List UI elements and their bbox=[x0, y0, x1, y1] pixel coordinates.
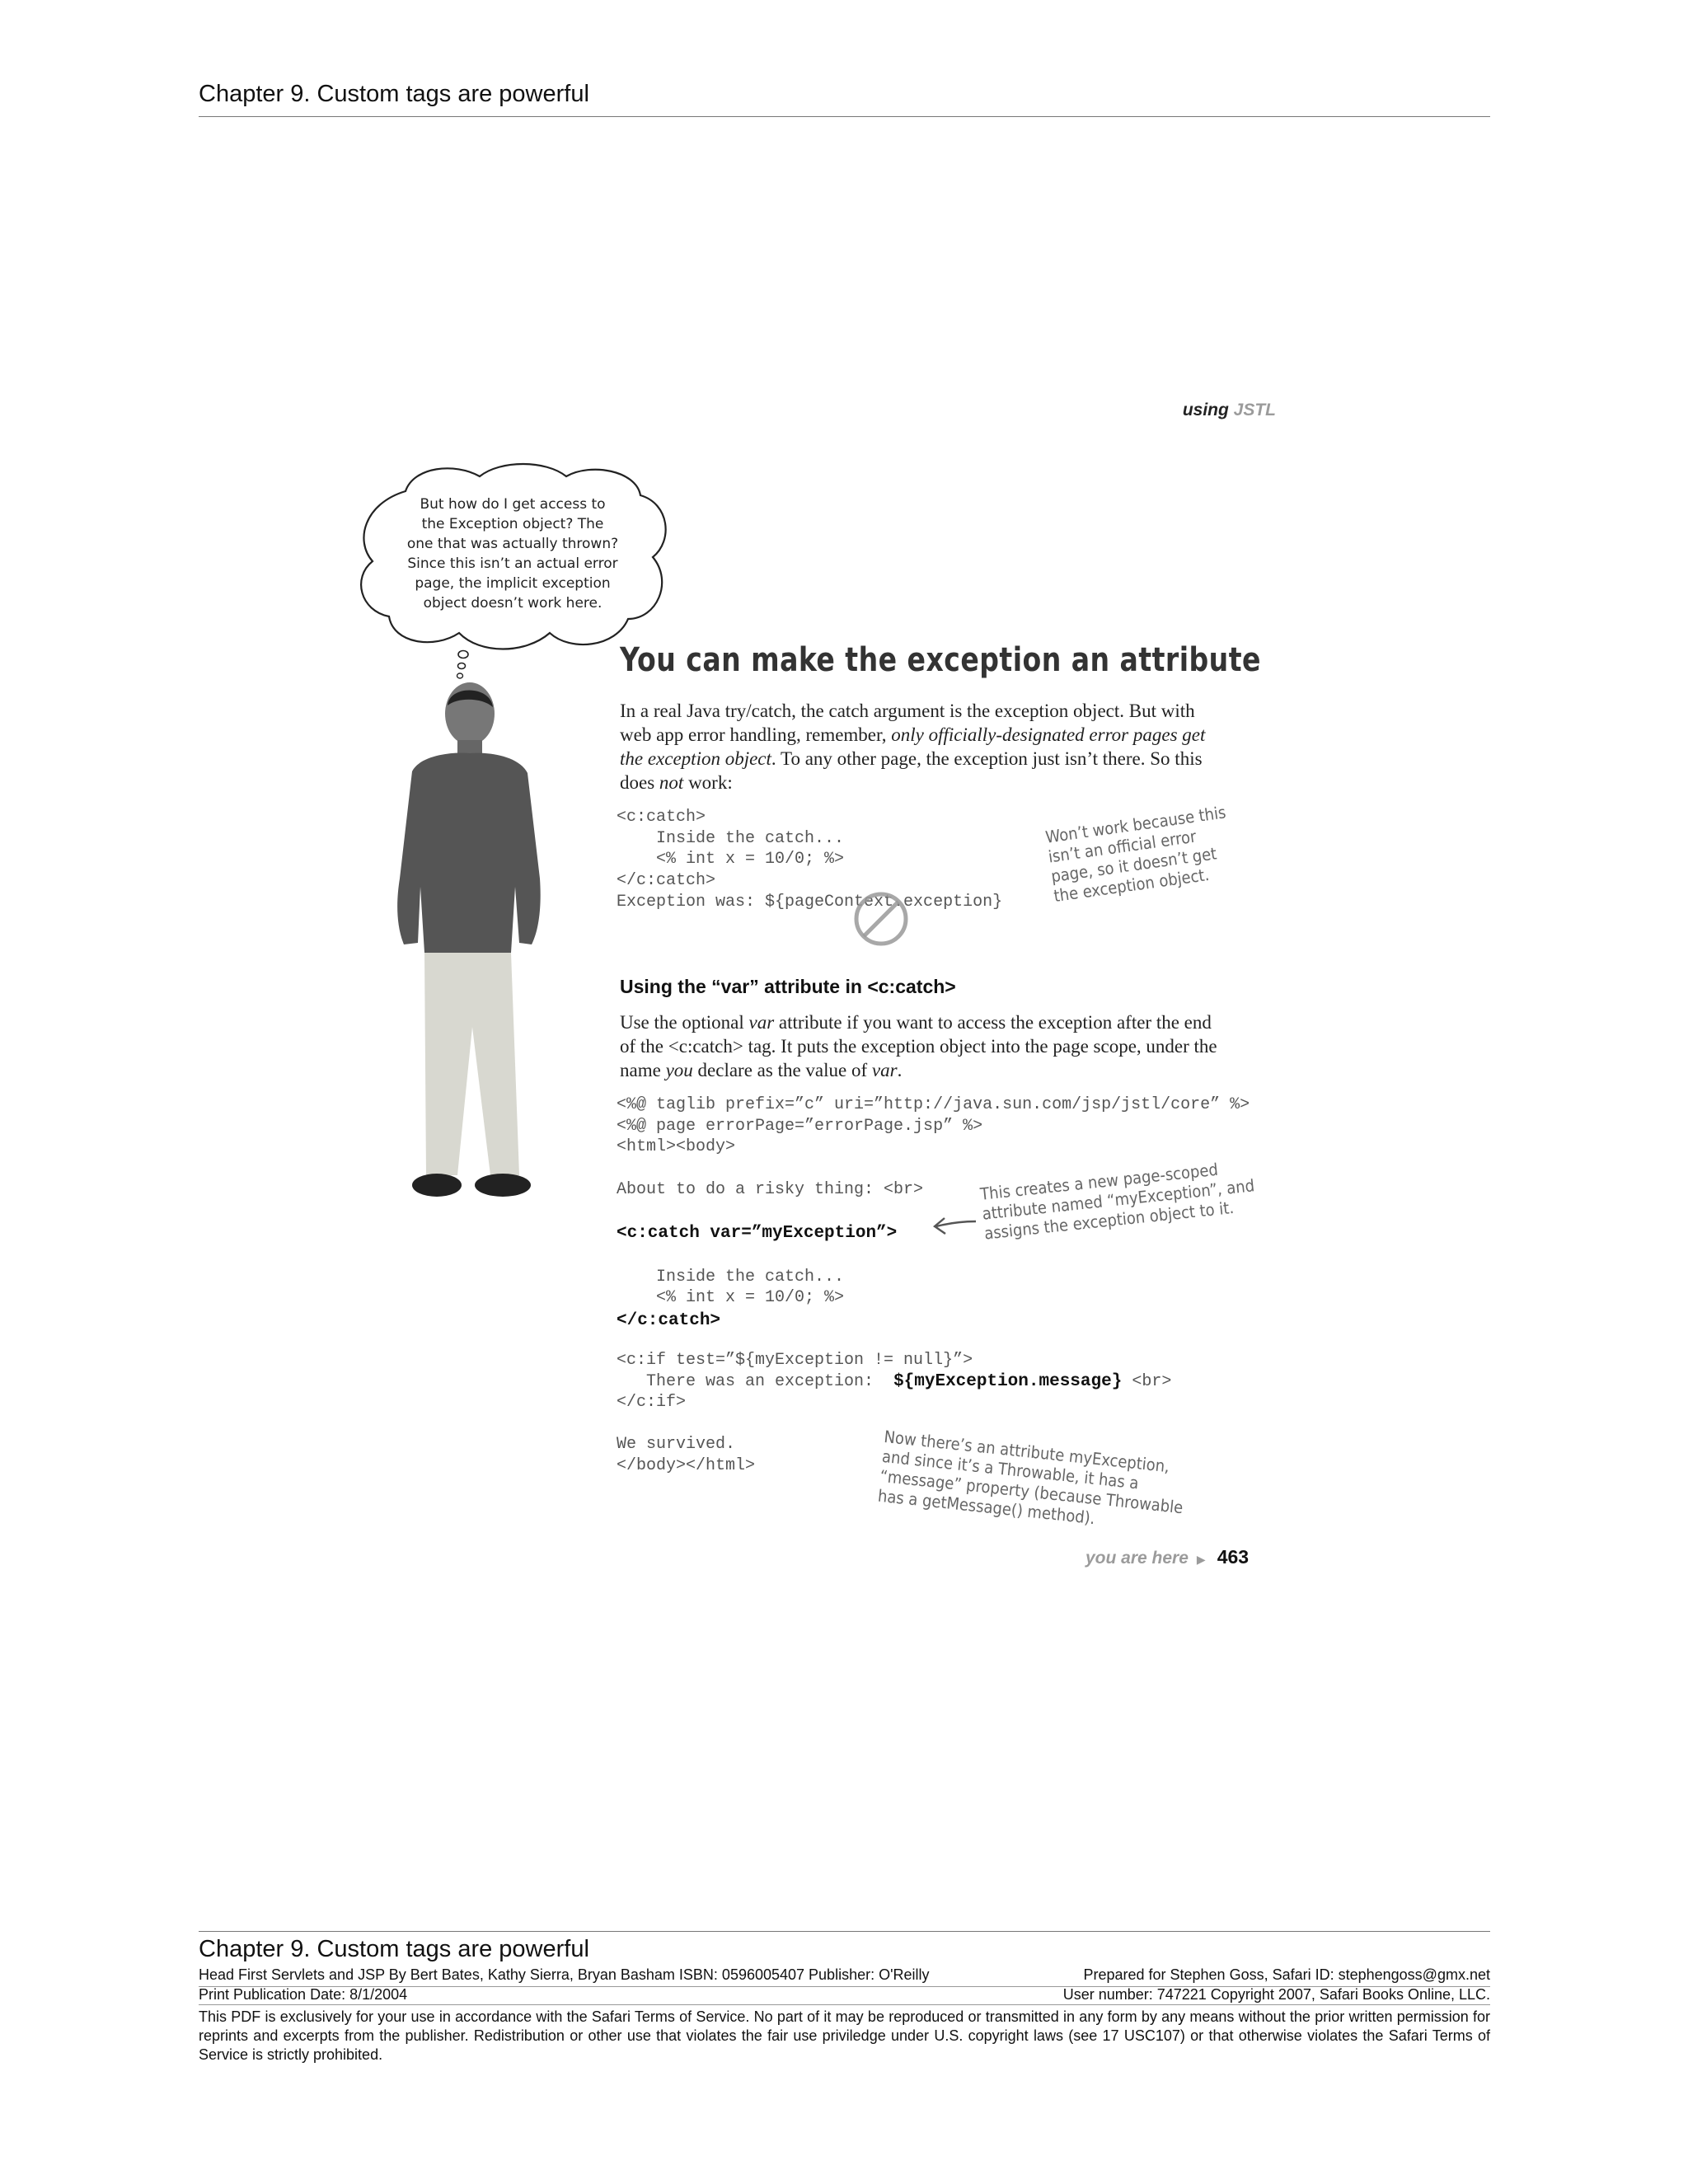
para-you: you bbox=[665, 1060, 693, 1080]
header-rule bbox=[199, 116, 1490, 117]
annotation-throwable: Now there’s an attribute myException, and since it’s a Throwable, it has a “message” property (because Throwable has a getMessage() method). bbox=[876, 1427, 1184, 1529]
code-line: </body></html> bbox=[617, 1455, 756, 1475]
intro-emphasis: only officially-designated error pages get the exception object bbox=[620, 724, 1206, 769]
code-line: About to do a risky thing: <br> bbox=[617, 1179, 924, 1199]
bubble-line: page, the implicit exception bbox=[415, 575, 611, 592]
code-line: Inside the catch... bbox=[617, 828, 845, 848]
bubble-line: object doesn’t work here. bbox=[423, 595, 603, 612]
annotation-page-scoped: This creates a new page-scoped attribute named “myException”, and assigns the exception object to it. bbox=[979, 1159, 1256, 1244]
para-text: declare as the value of bbox=[692, 1060, 872, 1080]
footer-rule bbox=[199, 1931, 1490, 1932]
footer-book-info: Head First Servlets and JSP By Bert Bates, Kathy Sierra, Bryan Basham ISBN: 0596005407 Publisher: O'Reilly bbox=[199, 1966, 930, 1983]
running-header-title: Chapter 9. Custom tags are powerful bbox=[199, 81, 589, 107]
code-line: Inside the catch... bbox=[617, 1267, 845, 1286]
intro-paragraph bbox=[620, 699, 1226, 794]
para-var: var bbox=[871, 1060, 898, 1080]
intro-text: work: bbox=[683, 772, 733, 793]
section-tag bbox=[1183, 401, 1276, 420]
intro-not: not bbox=[659, 772, 684, 793]
code-line: <c:catch> bbox=[617, 808, 706, 827]
var-paragraph bbox=[620, 1010, 1226, 1082]
para-text: . bbox=[897, 1060, 903, 1080]
annotation-arrow-icon bbox=[931, 1213, 978, 1238]
code-block-nonworking bbox=[617, 807, 1002, 913]
code-text: <br> bbox=[1122, 1371, 1172, 1391]
footer-publication-date: Print Publication Date: 8/1/2004 bbox=[199, 1986, 408, 2003]
code-text: There was an exception: bbox=[617, 1371, 894, 1391]
code-line: <% int x = 10/0; %> bbox=[617, 850, 845, 869]
annotation-wont-work: Won’t work because this isn’t an official error page, so it doesn’t get the exception object. bbox=[1044, 802, 1227, 907]
code-line: <c:if test=”${myException != null}”> bbox=[617, 1350, 973, 1370]
thought-bubble-text bbox=[381, 494, 645, 613]
footer-terms: This PDF is exclusively for your use in accordance with the Safari Terms of Service. No part of it may be reproduced or transmitted in any form by any means without the prior written permission for reprints and excerpts from the publisher. Redistribution or other use that violates the fair use priviledge under U.S. copyright laws (see 17 USC107) or that otherwise violates the Safari Terms of Service is strictly prohibited. bbox=[199, 2008, 1490, 2063]
code-block-var-example bbox=[617, 1094, 1250, 1476]
footer-title: Chapter 9. Custom tags are powerful bbox=[199, 1936, 589, 1962]
bubble-line: the Exception object? The bbox=[421, 516, 604, 532]
code-line: </c:catch> bbox=[617, 871, 716, 891]
intro-text: In a real Java try/catch, the catch argument is the exception object. But with web app error handling, remember, bbox=[620, 701, 1195, 745]
person-photo bbox=[375, 681, 573, 1208]
section-heading: You can make the exception an attribute bbox=[620, 641, 1261, 679]
code-line-bold: <c:catch var=”myException”> bbox=[617, 1223, 898, 1243]
code-line bbox=[617, 1333, 1250, 1350]
code-line: <%@ page errorPage=”errorPage.jsp” %> bbox=[617, 1116, 983, 1136]
triangle-right-icon: ▶ bbox=[1196, 1553, 1206, 1566]
page-number: 463 bbox=[1217, 1546, 1250, 1568]
code-line bbox=[617, 1246, 1250, 1267]
footer-prepared-for: Prepared for Stephen Goss, Safari ID: stephengoss@gmx.net bbox=[1083, 1966, 1490, 1983]
prohibited-icon bbox=[851, 888, 912, 949]
intro-text: . To any other page, the exception just isn’t there. So this does bbox=[620, 748, 1203, 793]
para-var: var bbox=[748, 1012, 775, 1033]
bubble-line: But how do I get access to bbox=[420, 496, 606, 513]
code-line-bold: </c:catch> bbox=[617, 1310, 721, 1330]
para-text: Use the optional bbox=[620, 1012, 749, 1033]
code-text-bold: ${myException.message} bbox=[893, 1371, 1123, 1391]
footer-user-number: User number: 747221 Copyright 2007, Safari Books Online, LLC. bbox=[1062, 1986, 1490, 2003]
folio bbox=[1085, 1546, 1249, 1568]
code-line: We survived. bbox=[617, 1435, 736, 1455]
section-tag-prefix: using bbox=[1182, 401, 1229, 419]
subheading-var-attribute: Using the “var” attribute in <c:catch> bbox=[620, 976, 956, 997]
code-line: <html><body> bbox=[617, 1137, 736, 1157]
footer-rule bbox=[199, 2004, 1490, 2005]
code-line: Exception was: ${pageContext.exception} bbox=[617, 892, 1003, 912]
code-line: <%@ taglib prefix=”c” uri=”http://java.sun.com/jsp/jstl/core” %> bbox=[617, 1095, 1250, 1114]
code-line: <% int x = 10/0; %> bbox=[617, 1288, 845, 1308]
bubble-line: Since this isn’t an actual error bbox=[407, 555, 618, 572]
you-are-here-label: you are here bbox=[1085, 1549, 1189, 1568]
para-text: attribute if you want to access the exception after the end of the <c:catch> tag. It puts the exception object into the page scope, under the name bbox=[620, 1012, 1217, 1080]
section-tag-topic: JSTL bbox=[1233, 401, 1276, 419]
bubble-line: one that was actually thrown? bbox=[406, 536, 619, 552]
code-line: </c:if> bbox=[617, 1393, 687, 1413]
code-line bbox=[617, 1371, 1250, 1393]
